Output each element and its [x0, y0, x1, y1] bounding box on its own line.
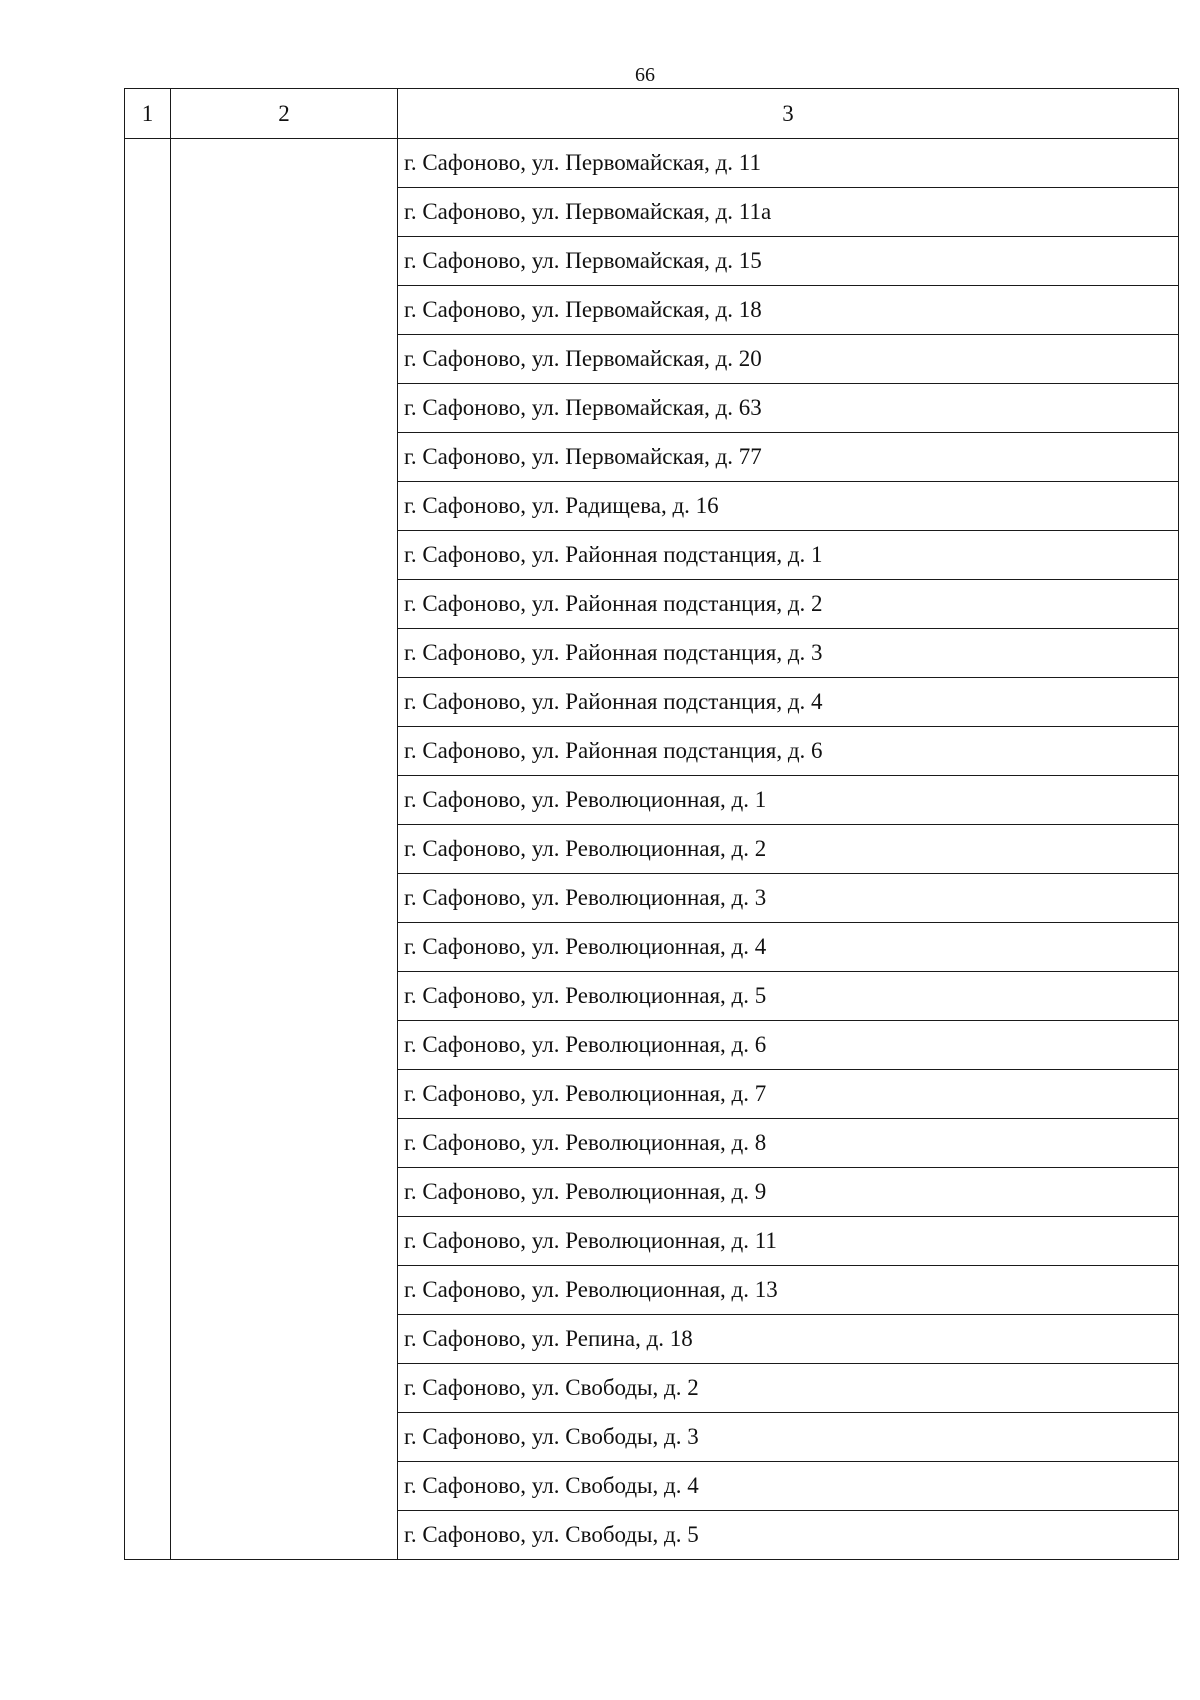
address-cell: г. Сафоново, ул. Революционная, д. 5	[398, 972, 1179, 1021]
address-table	[124, 88, 1179, 1560]
merged-cell-col-2	[171, 139, 398, 1560]
address-cell: г. Сафоново, ул. Районная подстанция, д. 4	[398, 678, 1179, 727]
address-cell: г. Сафоново, ул. Революционная, д. 8	[398, 1119, 1179, 1168]
address-cell: г. Сафоново, ул. Районная подстанция, д. 3	[398, 629, 1179, 678]
address-cell: г. Сафоново, ул. Первомайская, д. 15	[398, 237, 1179, 286]
page-number: 66	[635, 64, 655, 86]
address-cell: г. Сафоново, ул. Районная подстанция, д. 1	[398, 531, 1179, 580]
table-header-row	[125, 89, 1179, 139]
address-cell: г. Сафоново, ул. Революционная, д. 9	[398, 1168, 1179, 1217]
merged-cell-col-1	[125, 139, 171, 1560]
address-cell: г. Сафоново, ул. Свободы, д. 4	[398, 1462, 1179, 1511]
address-cell: г. Сафоново, ул. Первомайская, д. 20	[398, 335, 1179, 384]
address-cell: г. Сафоново, ул. Первомайская, д. 11а	[398, 188, 1179, 237]
header-col-1: 1	[125, 89, 171, 139]
address-cell: г. Сафоново, ул. Революционная, д. 6	[398, 1021, 1179, 1070]
address-cell: г. Сафоново, ул. Свободы, д. 3	[398, 1413, 1179, 1462]
address-cell: г. Сафоново, ул. Революционная, д. 1	[398, 776, 1179, 825]
header-col-2: 2	[171, 89, 398, 139]
address-cell: г. Сафоново, ул. Репина, д. 18	[398, 1315, 1179, 1364]
address-cell: г. Сафоново, ул. Свободы, д. 5	[398, 1511, 1179, 1560]
address-cell: г. Сафоново, ул. Первомайская, д. 77	[398, 433, 1179, 482]
address-cell: г. Сафоново, ул. Первомайская, д. 11	[398, 139, 1179, 188]
address-cell: г. Сафоново, ул. Первомайская, д. 18	[398, 286, 1179, 335]
header-col-3: 3	[398, 89, 1179, 139]
address-cell: г. Сафоново, ул. Районная подстанция, д. 6	[398, 727, 1179, 776]
table-row	[125, 139, 1179, 188]
address-cell: г. Сафоново, ул. Революционная, д. 11	[398, 1217, 1179, 1266]
address-cell: г. Сафоново, ул. Районная подстанция, д. 2	[398, 580, 1179, 629]
address-cell: г. Сафоново, ул. Революционная, д. 4	[398, 923, 1179, 972]
address-cell: г. Сафоново, ул. Первомайская, д. 63	[398, 384, 1179, 433]
address-cell: г. Сафоново, ул. Радищева, д. 16	[398, 482, 1179, 531]
table-body	[125, 139, 1179, 1560]
address-cell: г. Сафоново, ул. Революционная, д. 7	[398, 1070, 1179, 1119]
address-cell: г. Сафоново, ул. Революционная, д. 2	[398, 825, 1179, 874]
address-cell: г. Сафоново, ул. Революционная, д. 13	[398, 1266, 1179, 1315]
address-cell: г. Сафоново, ул. Свободы, д. 2	[398, 1364, 1179, 1413]
address-cell: г. Сафоново, ул. Революционная, д. 3	[398, 874, 1179, 923]
